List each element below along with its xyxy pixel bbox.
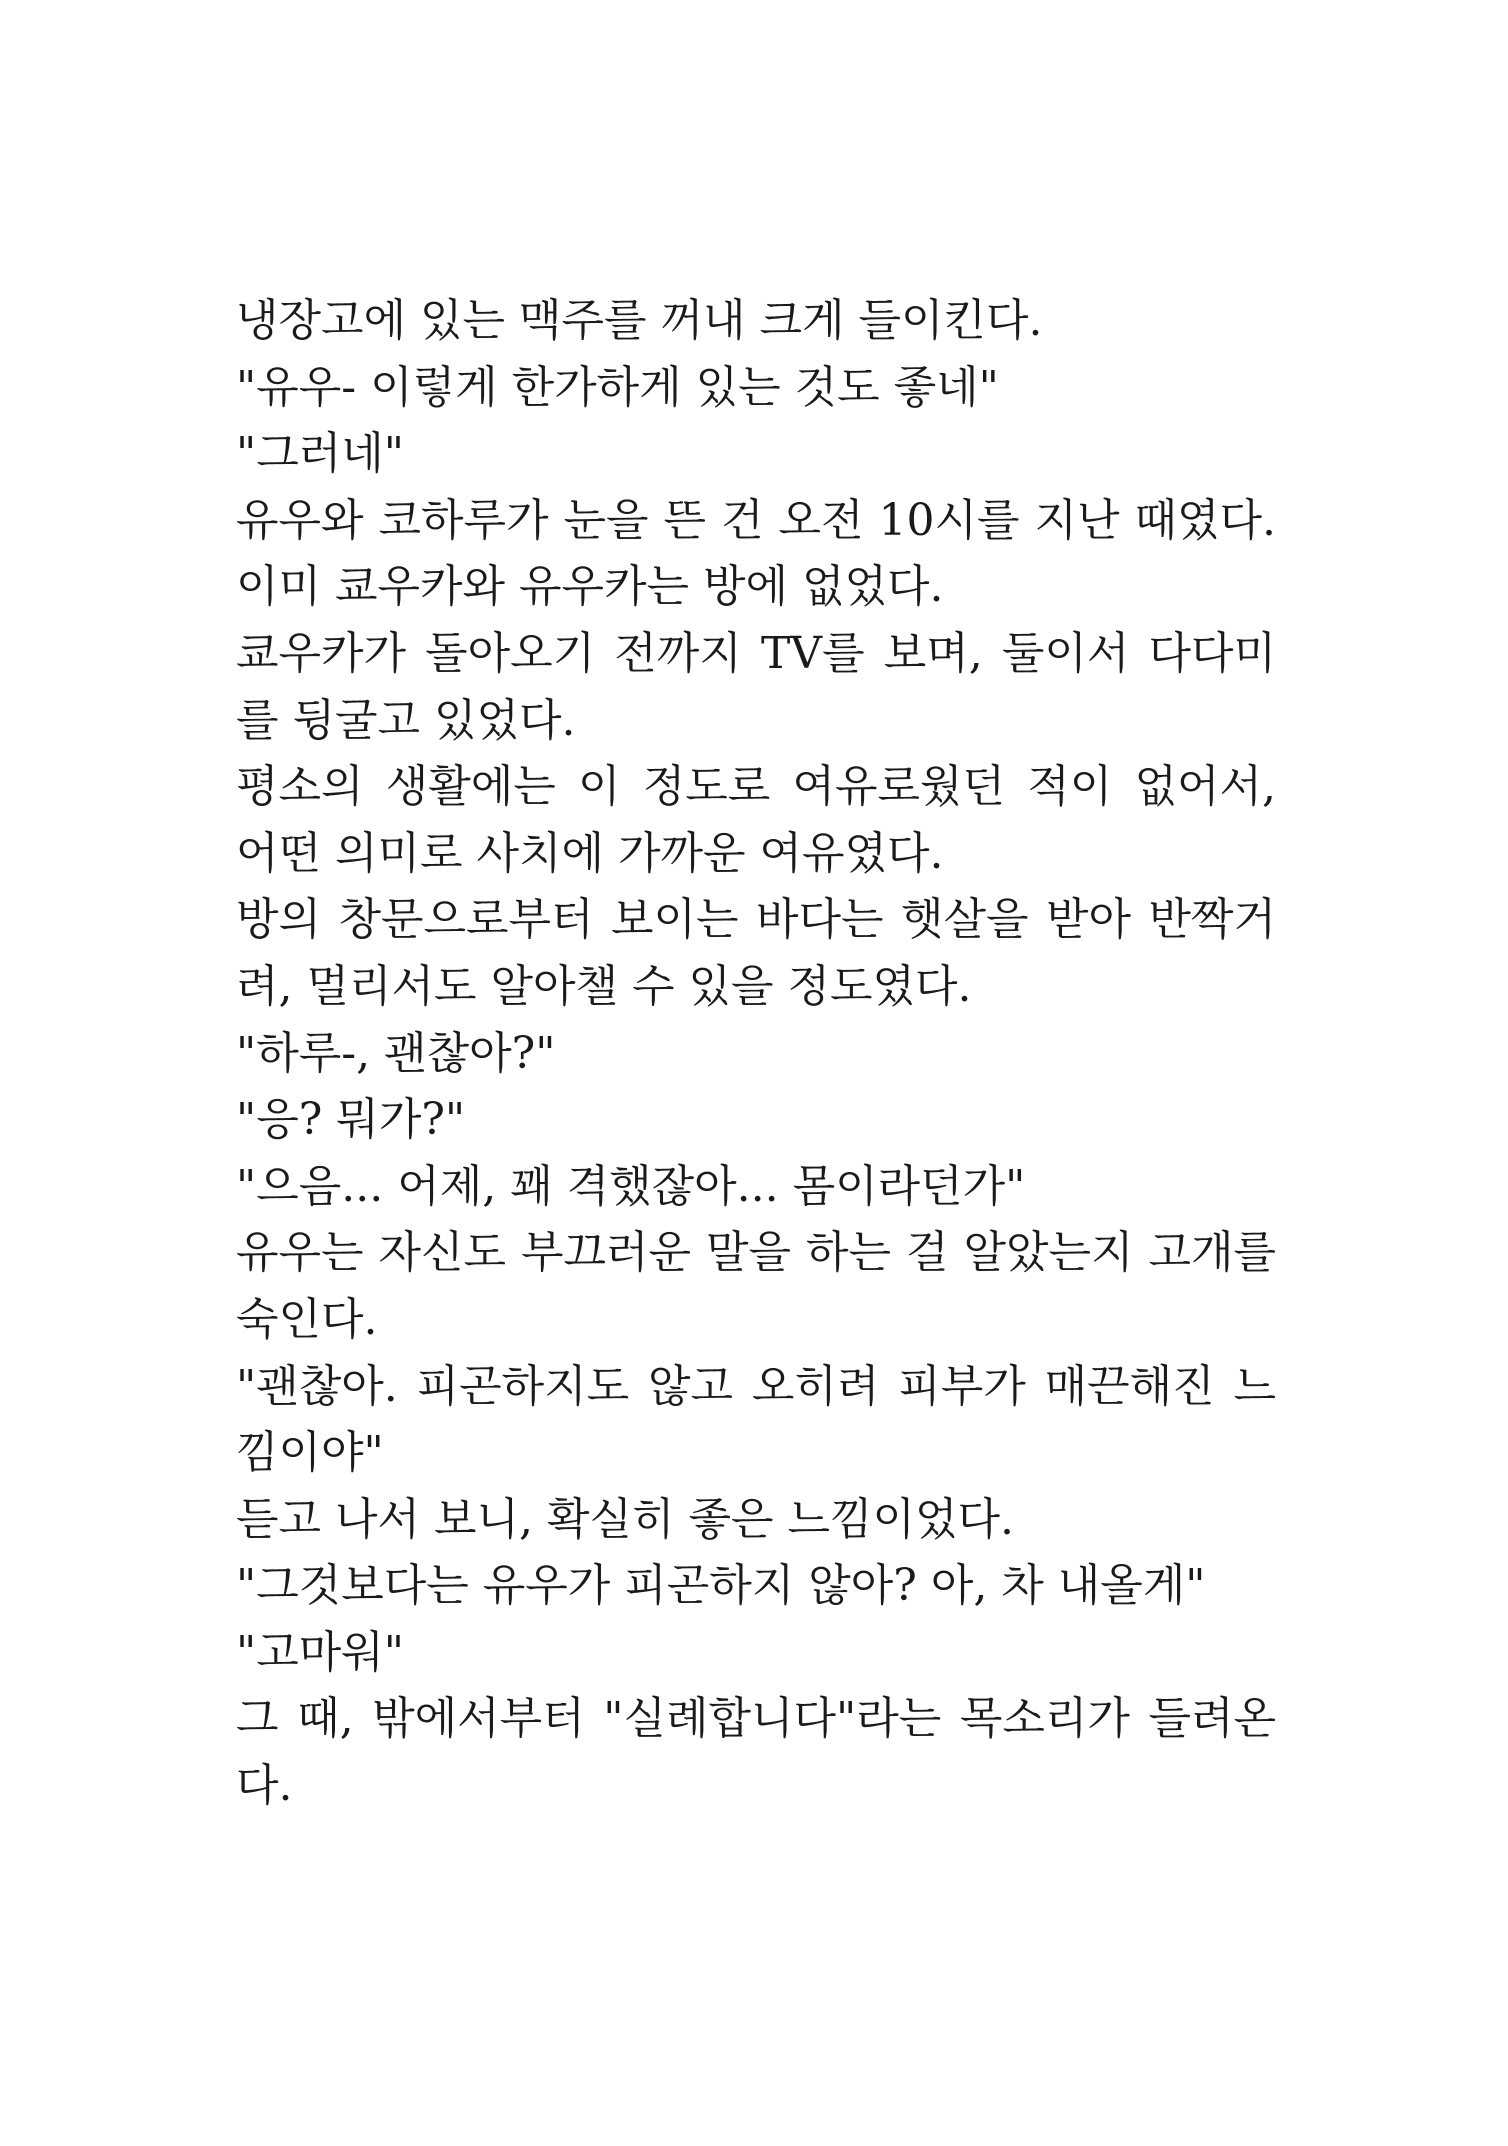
text-line-8: 평소의 생활에는 이 정도로 여유로웠던 적이 없어서,	[236, 761, 1276, 813]
text-line-1: 냉장고에 있는 맥주를 꺼내 크게 들이킨다.	[236, 295, 1043, 346]
text-line-6: 쿄우카가 돌아오기 전까지 TV를 보며, 둘이서 다다미	[236, 627, 1276, 679]
text-line-13: "응? 뭐가?"	[236, 1094, 466, 1146]
text-line-10: 방의 창문으로부터 보이는 바다는 햇살을 받아 반짝거	[236, 894, 1276, 946]
text-line-18: 낌이야"	[236, 1427, 384, 1479]
text-line-20: "그것보다는 유우가 피곤하지 않아? 아, 차 내올게"	[236, 1560, 1206, 1612]
text-line-11: 려, 멀리서도 알아챌 수 있을 정도였다.	[236, 960, 972, 1012]
text-line-3: "그러네"	[236, 428, 404, 480]
text-line-16: 숙인다.	[236, 1293, 378, 1345]
text-line-19: 듣고 나서 보니, 확실히 좋은 느낌이었다.	[236, 1493, 1014, 1545]
text-line-7: 를 뒹굴고 있었다.	[236, 694, 576, 746]
text-line-4: 유우와 코하루가 눈을 뜬 건 오전 10시를 지난 때였다.	[236, 494, 1276, 546]
story-text	[236, 288, 1276, 1820]
text-line-9: 어떤 의미로 사치에 가까운 여유였다.	[236, 827, 944, 879]
text-line-21: "고마워"	[236, 1626, 404, 1678]
text-line-17: "괜찮아. 피곤하지도 않고 오히려 피부가 매끈해진 느	[236, 1360, 1276, 1412]
text-line-12: "하루-, 괜찮아?"	[236, 1027, 556, 1079]
text-line-2: "유우- 이렇게 한가하게 있는 것도 좋네"	[236, 361, 999, 413]
text-line-22: 그 때, 밖에서부터 "실례합니다"라는 목소리가 들려온	[236, 1693, 1276, 1745]
text-line-23: 다.	[236, 1760, 293, 1812]
text-line-14: "으음... 어제, 꽤 격했잖아... 몸이라던가"	[236, 1160, 1026, 1212]
text-line-5: 이미 쿄우카와 유우카는 방에 없었다.	[236, 561, 944, 613]
text-line-15: 유우는 자신도 부끄러운 말을 하는 걸 알았는지 고개를	[236, 1227, 1276, 1279]
